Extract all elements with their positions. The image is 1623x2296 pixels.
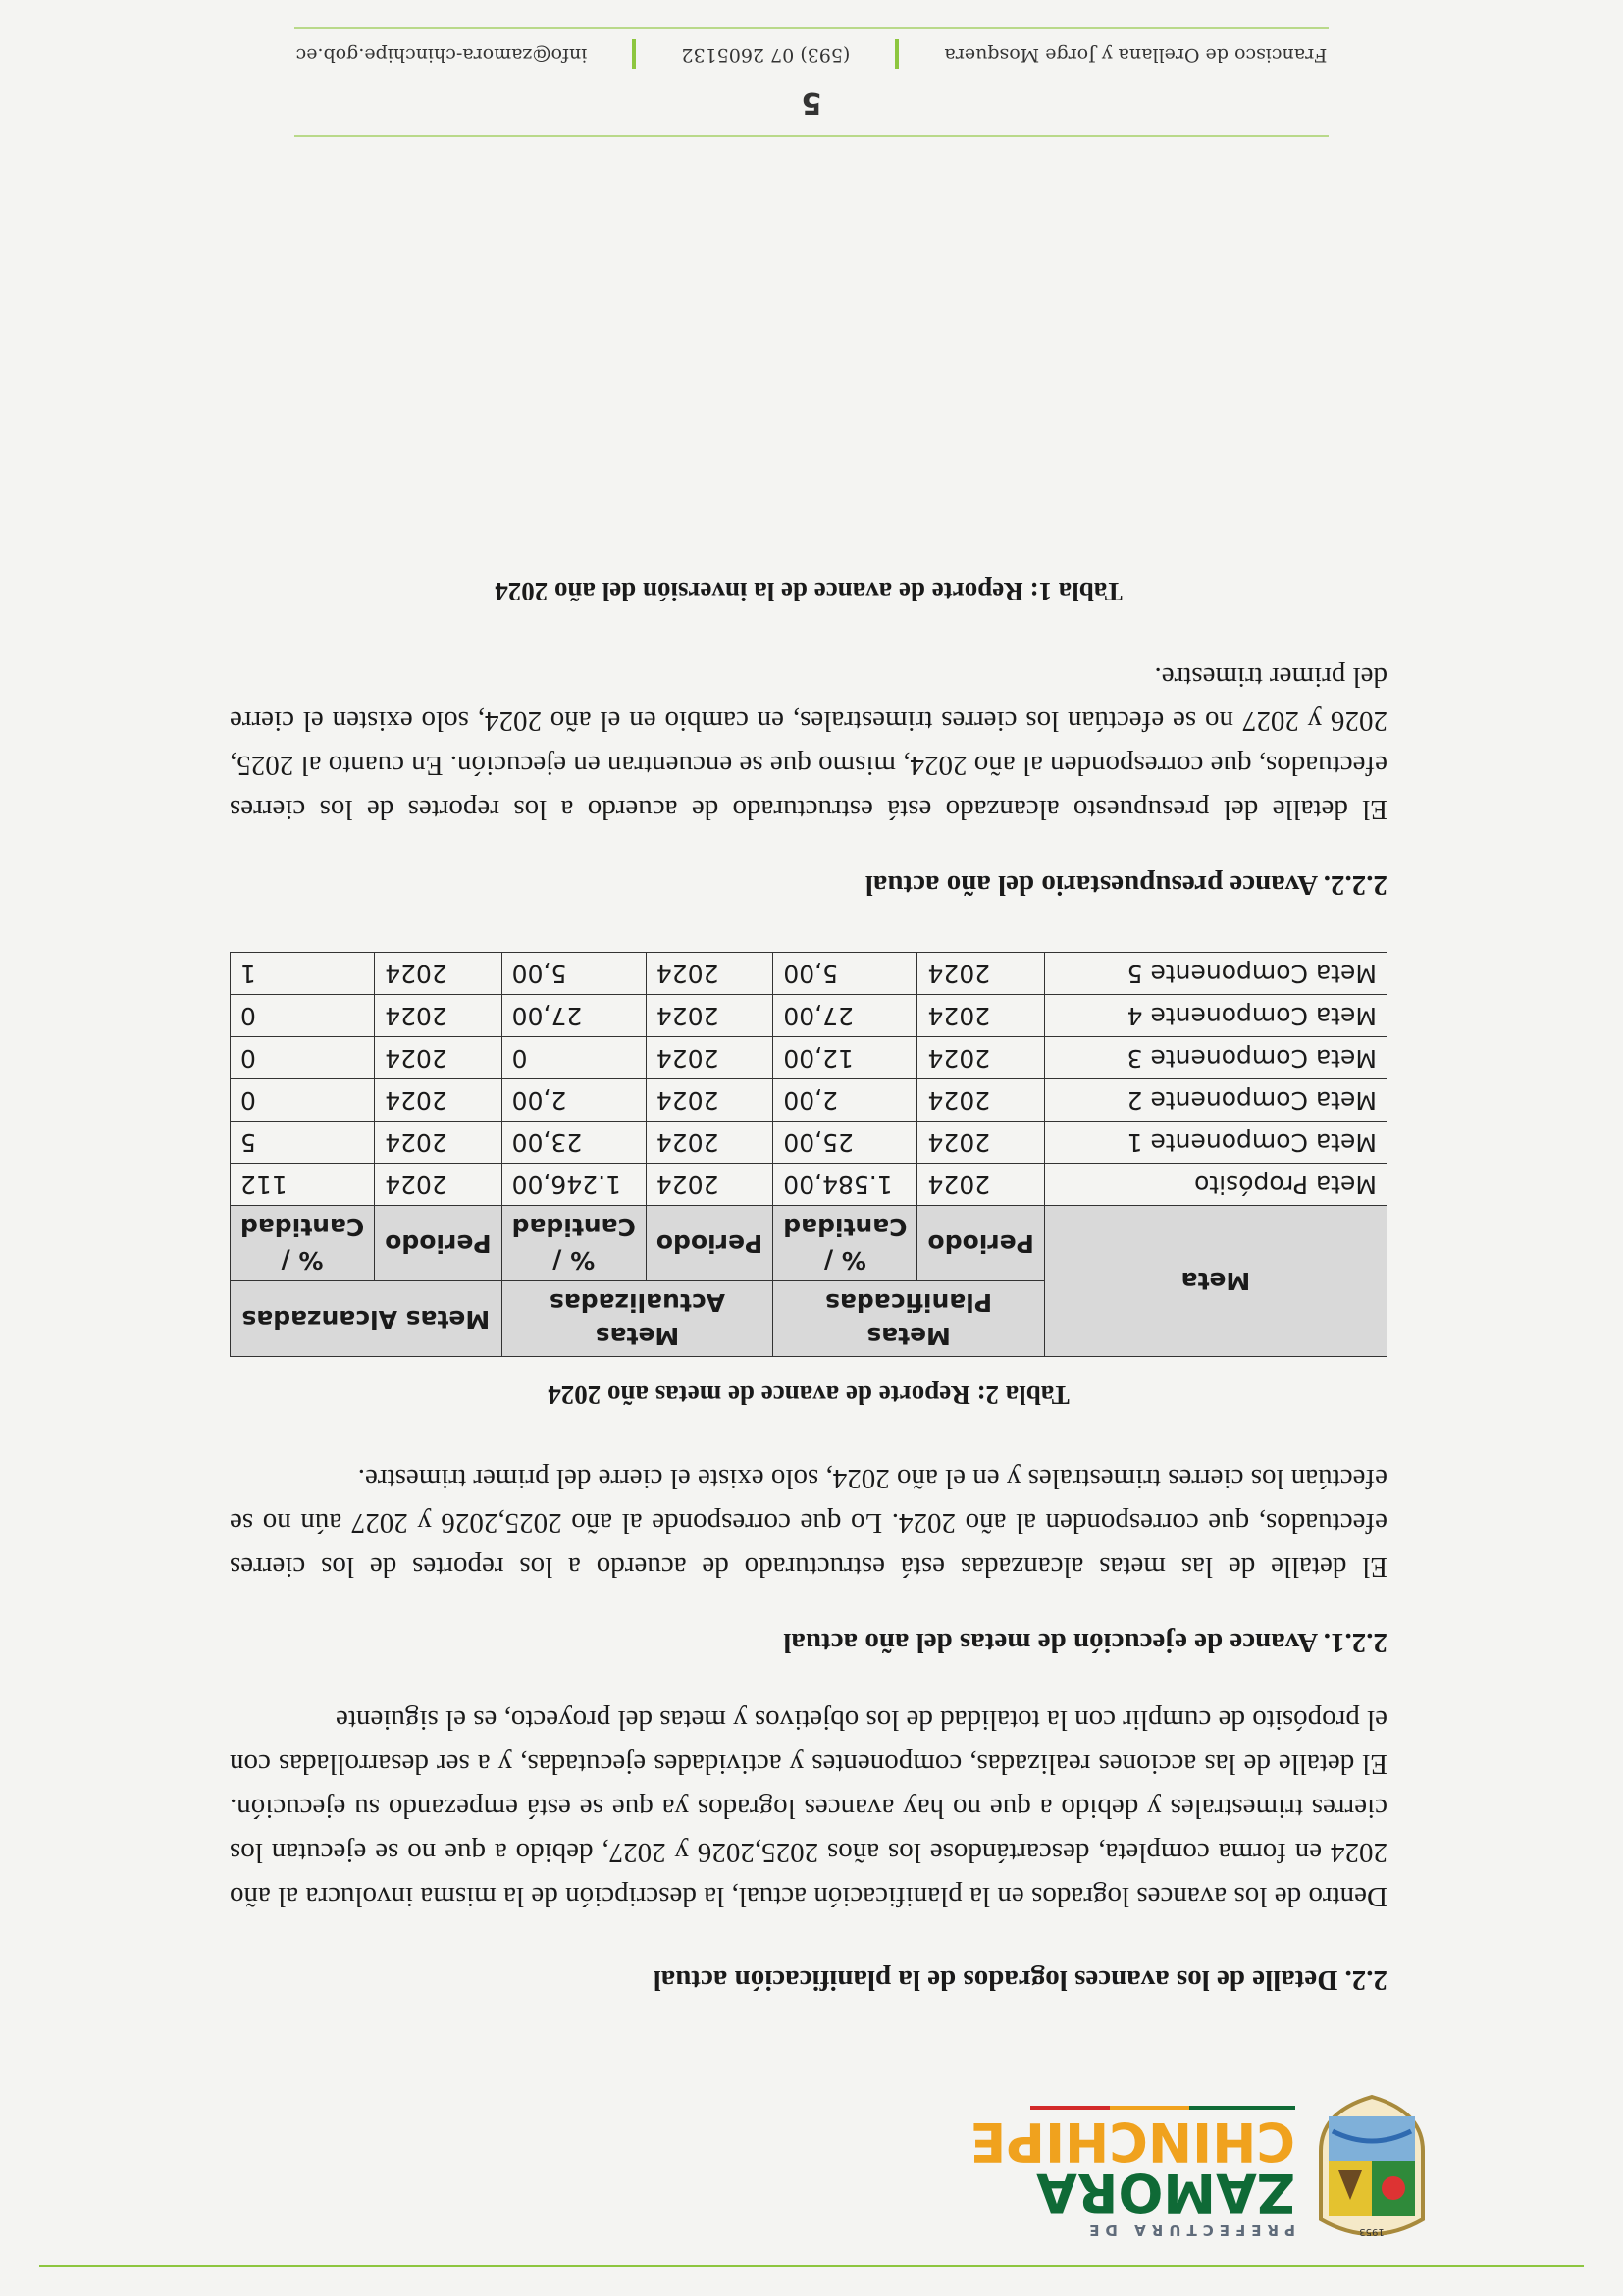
cell: 25,00 — [773, 1122, 917, 1164]
subsection1-paragraph: El detalle de las metas alcanzadas está estructurado de acuerdo a los reportes de los cierres efectuados, que corresponden al año 2024. Lo que corresponde al año 2025,2026 y 2027 aún no se efectúan los cierres trimestrales y en el año 2024, solo existe el cierre del primer trimestre. — [230, 1463, 1387, 1583]
footer-address: Francisco de Orellana y Jorge Mosquera — [944, 44, 1328, 66]
cell: 2024 — [917, 953, 1044, 995]
cell: 2024 — [917, 995, 1044, 1037]
subsection2-title: 2.2.2. Avance presupuestario del año actual — [864, 869, 1387, 901]
cell: 5 — [231, 1122, 375, 1164]
cell: 1.246,00 — [501, 1164, 646, 1206]
sub-header-cantidad: % / Cantidad — [231, 1206, 375, 1281]
cell: 2024 — [646, 1037, 772, 1079]
section-title: 2.2. Detalle de los avances logrados de la planificación actual — [653, 1964, 1387, 1996]
table-group-header-row — [231, 1281, 1387, 1357]
header-alcanzadas: Metas Alcanzadas — [231, 1281, 502, 1357]
cell: 2,00 — [501, 1079, 646, 1122]
table-row — [231, 1037, 1387, 1079]
cell: 2024 — [375, 1079, 501, 1122]
sub-header-cantidad: % / Cantidad — [773, 1206, 917, 1281]
cell: 27,00 — [773, 995, 917, 1037]
subsection1-title: 2.2.1. Avance de ejecución de metas del año actual — [783, 1627, 1387, 1658]
table-row — [231, 1079, 1387, 1122]
cell: 2024 — [646, 1164, 772, 1206]
table-row — [231, 1164, 1387, 1206]
header-actualizadas: Metas Actualizadas — [501, 1281, 773, 1357]
seal-year: 1953 — [1359, 2226, 1385, 2237]
sub-header-periodo: Periodo — [646, 1206, 772, 1281]
header-meta: Meta — [1044, 1206, 1387, 1357]
table-row — [231, 1122, 1387, 1164]
cell: 5,00 — [501, 953, 646, 995]
cell: 23,00 — [501, 1122, 646, 1164]
logo-zamora: ZAMORA — [1036, 2162, 1295, 2223]
footer — [0, 39, 1623, 69]
cell: 0 — [501, 1037, 646, 1079]
footer-separator — [632, 39, 636, 69]
cell: 2024 — [917, 1122, 1044, 1164]
header-planificadas: Metas Planificadas — [773, 1281, 1045, 1357]
footer-email[interactable]: info@zamora-chinchipe.gob.ec — [295, 44, 588, 66]
table1-caption: Tabla 1: Reporte de avance de la inversión del año 2024 — [495, 577, 1123, 606]
logo-chinchipe: CHINCHIPE — [969, 2111, 1295, 2172]
cell: 5,00 — [773, 953, 917, 995]
cell: 2024 — [917, 1037, 1044, 1079]
cell: 2024 — [375, 1164, 501, 1206]
table2-caption: Tabla 2: Reporte de avance de metas año 2024 — [548, 1381, 1070, 1410]
logo-color-bar — [1030, 2106, 1295, 2110]
sub-header-cantidad: % / Cantidad — [501, 1206, 646, 1281]
footer-separator — [895, 39, 899, 69]
cell: 2024 — [646, 1122, 772, 1164]
sub-header-periodo: Periodo — [917, 1206, 1044, 1281]
cell: Meta Propósito — [1044, 1164, 1387, 1206]
cell: Meta Componente 5 — [1044, 953, 1387, 995]
cell: 1 — [231, 953, 375, 995]
cell: Meta Componente 1 — [1044, 1122, 1387, 1164]
metas-table — [230, 952, 1387, 1357]
cell: 0 — [231, 1037, 375, 1079]
cell: 2024 — [646, 995, 772, 1037]
table-row — [231, 995, 1387, 1037]
cell: 1.584,00 — [773, 1164, 917, 1206]
prefectura-logo — [969, 2092, 1431, 2249]
cell: 27,00 — [501, 995, 646, 1037]
cell: 12,00 — [773, 1037, 917, 1079]
cell: 0 — [231, 1079, 375, 1122]
cell: 2024 — [646, 953, 772, 995]
cell: 2024 — [917, 1164, 1044, 1206]
document-content — [230, 569, 1387, 2002]
cell: 2024 — [375, 1037, 501, 1079]
cell: Meta Componente 3 — [1044, 1037, 1387, 1079]
section-paragraph: Dentro de los avances logrados en la planificación actual, la descripción de la misma involucra al año 2024 en forma completa, descartándose los años 2025,2026 y 2027, debido a que no se ejecutan los cierres trimestrales y debido a que no hay avances logrados ya que se está empezando su ejecución. El detalle de las acciones realizadas, componentes y actividades ejecutadas, y a ser desarrolladas con el propósito de cumplir con la totalidad de los objetivos y metas del proyecto, es el siguiente — [230, 1704, 1387, 1912]
cell: 2024 — [646, 1079, 772, 1122]
cell: 0 — [231, 995, 375, 1037]
sub-header-periodo: Periodo — [375, 1206, 501, 1281]
cell: 112 — [231, 1164, 375, 1206]
header-rule — [39, 2265, 1584, 2267]
cell: 2024 — [375, 1122, 501, 1164]
footer-rule-top — [294, 135, 1329, 137]
footer-rule-bottom — [294, 27, 1329, 29]
cell: 2,00 — [773, 1079, 917, 1122]
footer-phone: (593) 07 2605132 — [681, 44, 851, 66]
page-number: 5 — [801, 85, 822, 120]
coat-of-arms-icon — [1313, 2092, 1431, 2249]
cell: 2024 — [375, 953, 501, 995]
cell: 2024 — [375, 995, 501, 1037]
logo-prefix: PREFECTURA DE — [1083, 2221, 1295, 2239]
cell: Meta Componente 4 — [1044, 995, 1387, 1037]
cell: 2024 — [917, 1079, 1044, 1122]
cell: Meta Componente 2 — [1044, 1079, 1387, 1122]
table-row — [231, 953, 1387, 995]
subsection2-paragraph: El detalle del presupuesto alcanzado está estructurado de acuerdo a los reportes de los cierres efectuados, que corresponden al año 2024, mismo que se encuentran en ejecución. En cuanto al 2025, 2026 y 2027 no se efectúan los cierres trimestrales, en cambio en el año 2024, solo existen el cierre del primer trimestre. — [230, 661, 1387, 825]
